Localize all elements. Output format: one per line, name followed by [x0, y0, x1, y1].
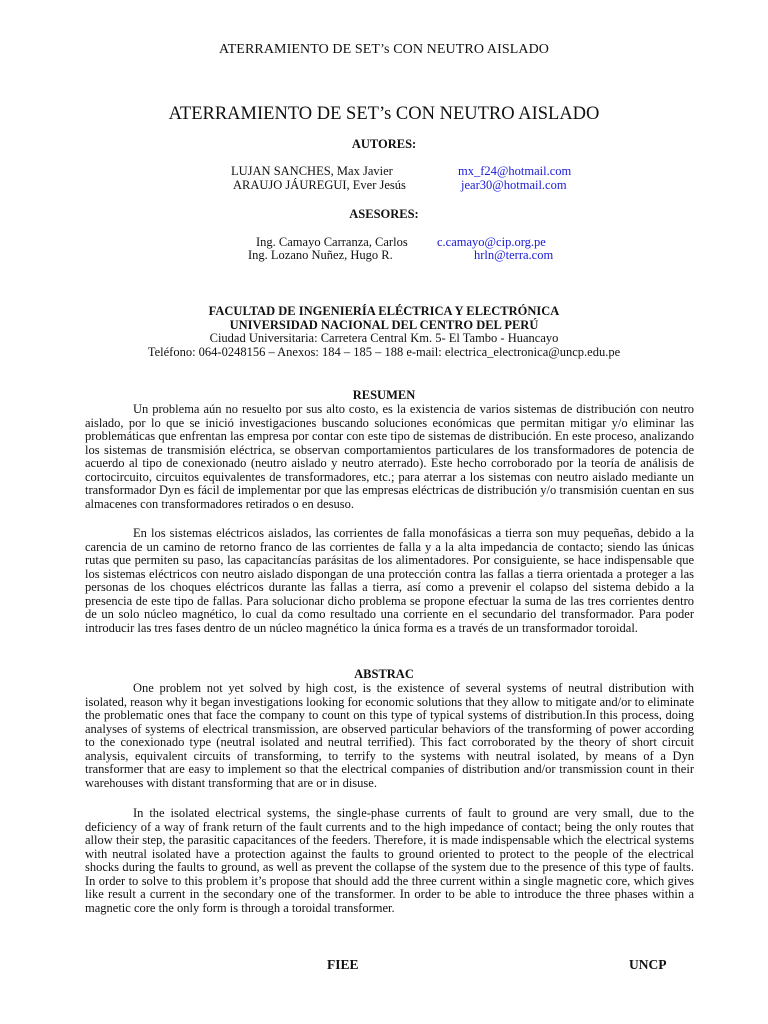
university-name: UNIVERSIDAD NACIONAL DEL CENTRO DEL PERÚ	[229, 317, 539, 332]
university-address: Ciudad Universitaria: Carretera Central Km. 5- El Tambo - Huancayo	[209, 331, 559, 346]
university-contact: Teléfono: 064-0248156 – Anexos: 184 – 185 – 188 e-mail: electrica_electronica@uncp.edu.pe	[147, 344, 621, 359]
advisor-email[interactable]: hrln@terra.com	[474, 248, 554, 262]
abstract-paragraph: One problem not yet solved by high cost, is the existence of several systems of neutral distribution with isolated, reason why it began investigations looking for economic solutions that they allow to mitigate and/or to eliminate the problematic ones that face the company to count on this type of typical systems of distribution.In this process, doing analyses of systems of electrical transmission, are observed particular behaviors of the transforming of power according to the conexionado type (neutral isolated and neutral terrified). This fact corroborated by the theory of short circuit analysis, equivalent circuits of transforming, to terrify to the systems with neutral isolated, by means of a Dyn transformer that are easy to implement so that the electrical companies of distribution and/or transmission count in their warehouses with distant transforming that are or in disuse.	[85, 681, 694, 790]
author-email[interactable]: mx_f24@hotmail.com	[458, 164, 572, 178]
affiliation-block	[0, 305, 768, 359]
advisor-name: Ing. Lozano Nuñez, Hugo R.	[248, 248, 393, 262]
footer-uncp: UNCP	[629, 957, 667, 972]
author-name: ARAUJO JÁUREGUI, Ever Jesús	[233, 178, 406, 192]
resumen-heading: RESUMEN	[352, 388, 416, 402]
advisor-name: Ing. Camayo Carranza, Carlos	[256, 235, 408, 249]
abstract-heading: ABSTRAC	[354, 667, 414, 681]
resumen-paragraph: En los sistemas eléctricos aislados, las corrientes de falla monofásicas a tierra son muy pequeñas, debido a la carencia de un camino de retorno franco de las corrientes de falla y a la alta impedancia de contacto; siendo las únicas rutas que permiten su paso, las capacitancías parásitas de los alimentadores. Por consiguiente, se hace indispensable que los sistemas eléctricos con neutro aislado dispongan de una protección contra las fallas a tierra orientada a proteger a las personas de los choques eléctricos durante las fallas a tierra, así como a prevenir el colapso del sistema debido a la presencia de este tipo de fallas. Para solucionar dicho problema se propone efectuar la suma de las tres corrientes dentro de un solo núcleo magnético, lo cual da como resultado una corriente en el secundario del transformador. Para poder introducir las tres fases dentro de un núcleo magnético la única forma es a través de un transformador toroidal.	[85, 526, 694, 635]
footer-fiee: FIEE	[327, 957, 359, 972]
autores-label: AUTORES:	[351, 137, 417, 151]
author-email[interactable]: jear30@hotmail.com	[461, 178, 567, 192]
running-header: ATERRAMIENTO DE SET’s CON NEUTRO AISLADO	[218, 42, 550, 57]
paper-title: ATERRAMIENTO DE SET’s CON NEUTRO AISLADO	[168, 104, 600, 124]
author-name: LUJAN SANCHES, Max Javier	[231, 164, 393, 178]
asesores-label: ASESORES:	[349, 207, 419, 221]
advisor-email[interactable]: c.camayo@cip.org.pe	[437, 235, 546, 249]
resumen-paragraph: Un problema aún no resuelto por sus alto costo, es la existencia de varios sistemas de distribución con neutro aislado, por lo que se inició investigaciones buscando soluciones económicas que permitan mitigar y/o eliminar las problemáticas que enfrentan las empresa por contar con este tipo de sistemas de distribución. En este proceso, analizando los sistemas de transmisión eléctrica, se observan comportamientos particulares de los transformadores de potencia de acuerdo al tipo de conexionado (neutro aislado y neutro aterrado). Este hecho corroborado por la teoría de análisis de cortocircuito, circuitos equivalentes de transformadores, etc.; para aterrar a los sistemas con neutro aislado mediante un transformador Dyn es fácil de implementar por que las empresas eléctricas de distribución y/o transmisión cuentan en sus almacenes con transformadores retirados o en desuso.	[85, 402, 694, 511]
abstract-paragraph: In the isolated electrical systems, the single-phase currents of fault to ground are very small, due to the deficiency of a way of frank return of the fault currents and to the high impedance of contact; being the only routes that allow their step, the parasitic capacitances of the feeders. Therefore, it is made indispensable which the electrical systems with neutral isolated have a protection against the faults to ground oriented to protect to the people of the electrical shocks during the faults to ground, as well as prevent the collapse of the system due to the presence of this type of faults. In order to solve to this problem it’s propose that should add the three current within a single magnetic core, which gives like result a current in the secondary one of the transformer. In order to be able to introduce the three phases within a magnetic core the only form is through a toroidal transformer.	[85, 806, 694, 915]
faculty-name: FACULTAD DE INGENIERÍA ELÉCTRICA Y ELECTRÓNICA	[208, 304, 560, 318]
